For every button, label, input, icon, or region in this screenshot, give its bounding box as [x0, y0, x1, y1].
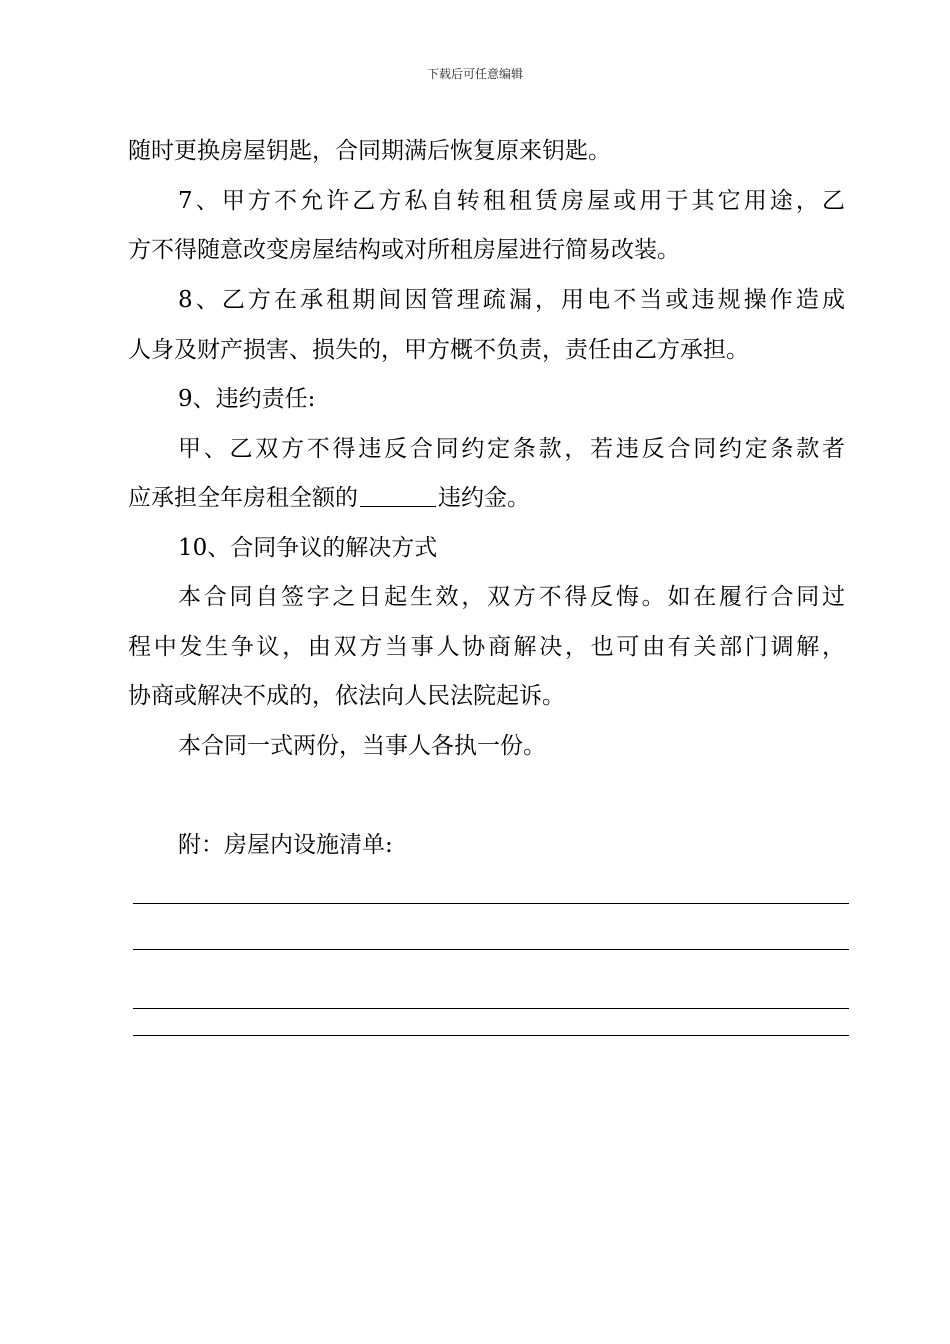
clause-9-line-2: [128, 483, 530, 513]
clause-9-line-1: 甲、乙双方不得违反合同约定条款，若违反合同约定条款者: [178, 436, 845, 462]
clause-10-line-3: 协商或解决不成的，依法向人民法院起诉。: [128, 683, 565, 709]
facilities-blank-line[interactable]: [133, 903, 849, 904]
clause-7-line-1: 7、甲方不允许乙方私自转租租赁房屋或用于其它用途，乙: [178, 188, 845, 214]
page-header-note: 下载后可任意编辑: [426, 67, 523, 81]
facilities-list-heading: 附：房屋内设施清单:: [178, 832, 393, 858]
penalty-text-before: 应承担全年房租全额的: [128, 485, 358, 511]
clause-10-line-1: 本合同自签字之日起生效，双方不得反悔。如在履行合同过: [178, 584, 845, 610]
clause-8-line-1: 8、乙方在承租期间因管理疏漏，用电不当或违规操作造成: [178, 287, 845, 313]
copies-statement: 本合同一式两份，当事人各执一份。: [178, 733, 546, 759]
clause-7-line-2: 方不得随意改变房屋结构或对所租房屋进行简易改装。: [128, 237, 680, 263]
clause-6-continuation: 随时更换房屋钥匙，合同期满后恢复原来钥匙。: [128, 138, 611, 164]
clause-10-line-2: 程中发生争议，由双方当事人协商解决，也可由有关部门调解，: [128, 634, 845, 660]
clause-8-line-2: 人身及财产损害、损失的，甲方概不负责，责任由乙方承担。: [128, 337, 749, 363]
penalty-text-after: 违约金。: [438, 485, 530, 511]
clause-10-heading: 10、合同争议的解决方式: [178, 535, 438, 561]
penalty-amount-blank[interactable]: [360, 484, 436, 507]
facilities-blank-line[interactable]: [133, 1008, 849, 1009]
clause-9-heading: 9、违约责任:: [178, 386, 316, 412]
facilities-blank-line[interactable]: [133, 949, 849, 950]
facilities-blank-line[interactable]: [133, 1035, 849, 1036]
